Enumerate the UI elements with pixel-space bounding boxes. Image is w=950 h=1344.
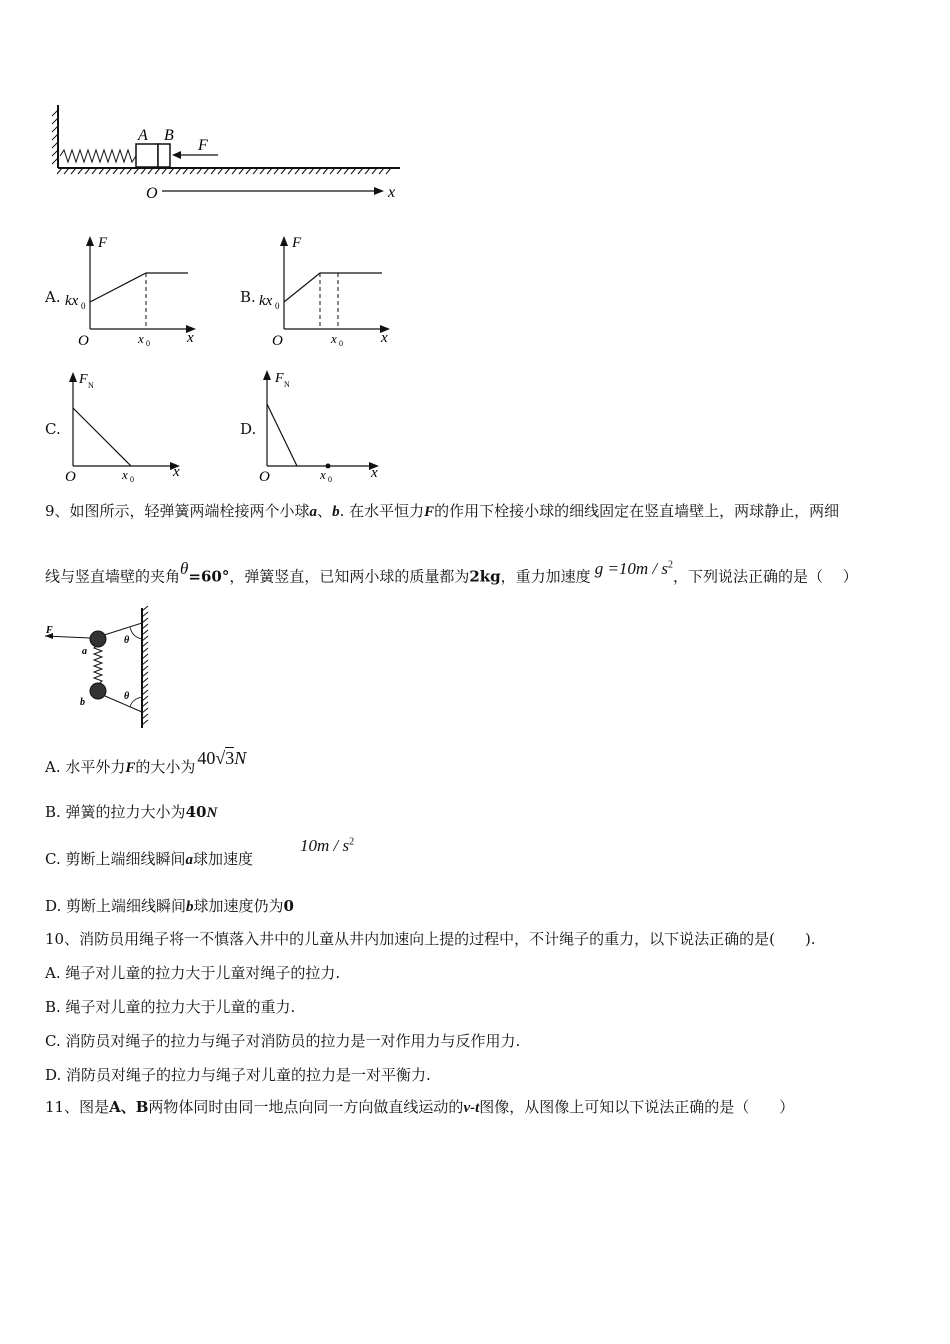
label-origin: O (146, 185, 158, 202)
q9-option-c[interactable]: C. 剪断上端细线瞬间a球加速度 (45, 850, 253, 868)
svg-text:N: N (88, 381, 94, 390)
spring-vertical (94, 645, 102, 685)
svg-text:a: a (82, 646, 87, 657)
svg-text:O: O (272, 333, 283, 349)
svg-text:O: O (78, 333, 89, 349)
spring (60, 150, 136, 162)
svg-text:F: F (46, 625, 53, 636)
svg-text:x: x (320, 467, 326, 482)
svg-text:F: F (98, 235, 108, 251)
svg-text:F: F (292, 235, 302, 251)
q8-option-c-label[interactable]: C. (45, 420, 61, 438)
svg-text:0: 0 (146, 339, 150, 348)
q8-option-a-label[interactable]: A. (45, 288, 61, 306)
graph-option-c (60, 368, 190, 486)
svg-text:x: x (122, 467, 128, 482)
svg-text:x: x (173, 464, 180, 480)
block-b (158, 144, 170, 167)
spring-block-figure (40, 100, 410, 205)
q9-option-a[interactable]: A. 水平外力F的大小为 40√3N (45, 748, 247, 776)
q9-option-d[interactable]: D. 剪断上端细线瞬间b球加速度仍为0 (45, 897, 294, 915)
q9-stem-line1: 9、如图所示，轻弹簧两端栓接两个小球a、b. 在水平恒力F的作用下栓接小球的细线固定在竖直墙壁上，两球静止，两细 (45, 502, 840, 520)
ball-b (90, 683, 106, 699)
svg-text:0: 0 (339, 339, 343, 348)
svg-text:kx: kx (65, 293, 79, 309)
svg-text:b: b (80, 697, 85, 708)
ball-a (90, 631, 106, 647)
label-a: A (138, 127, 148, 144)
svg-text:θ: θ (124, 691, 130, 702)
q10-option-c[interactable]: C. 消防员对绳子的拉力与绳子对消防员的拉力是一对作用力与反作用力. (45, 1032, 521, 1050)
svg-text:x: x (371, 465, 378, 481)
svg-text:0: 0 (328, 475, 332, 484)
svg-text:x: x (331, 331, 337, 346)
block-a (136, 144, 158, 167)
svg-text:θ: θ (124, 635, 130, 646)
graph-option-d (254, 366, 389, 486)
label-x-axis: x (388, 184, 396, 201)
q10-option-d[interactable]: D. 消防员对绳子的拉力与绳子对儿童的拉力是一对平衡力. (45, 1066, 431, 1084)
svg-text:kx: kx (259, 293, 273, 309)
svg-text:0: 0 (81, 301, 86, 311)
q10-option-b[interactable]: B. 绳子对儿童的拉力大于儿童的重力. (45, 998, 296, 1016)
svg-text:O: O (259, 469, 270, 485)
svg-text:N: N (284, 380, 290, 389)
svg-text:x: x (381, 330, 388, 346)
q11-stem: 11、图是A、B两物体同时由同一地点向同一方向做直线运动的v-t图像，从图像上可知以下说法正确的是（ ） (45, 1098, 795, 1116)
svg-text:F: F (275, 371, 284, 386)
svg-text:x: x (138, 331, 144, 346)
graph-option-b (254, 232, 404, 350)
svg-text:0: 0 (130, 475, 134, 484)
q9-option-c-value: $10m / s^2$ (300, 836, 355, 855)
svg-text:x: x (187, 330, 194, 346)
graph-option-a (60, 232, 210, 350)
q10-option-a[interactable]: A. 绳子对儿童的拉力大于儿童对绳子的拉力. (45, 964, 341, 982)
q9-stem-line2: 线与竖直墙壁的夹角θ=60°，弹簧竖直，已知两小球的质量都为2kg，重力加速度 $g =10m / s^2$，下列说法正确的是（ ） (45, 558, 858, 586)
q9-option-b[interactable]: B. 弹簧的拉力大小为40N (45, 803, 218, 821)
two-ball-figure (40, 605, 160, 735)
q8-option-d-label[interactable]: D. (240, 420, 257, 438)
label-b: B (164, 127, 174, 144)
label-force: F (198, 137, 208, 154)
q8-option-b-label[interactable]: B. (240, 288, 256, 306)
svg-text:0: 0 (275, 301, 280, 311)
svg-text:F: F (79, 372, 88, 387)
svg-text:O: O (65, 469, 76, 485)
q10-stem: 10、消防员用绳子将一不慎落入井中的儿童从井内加速向上提的过程中，不计绳子的重力，以下说法正确的是( ). (45, 930, 816, 948)
